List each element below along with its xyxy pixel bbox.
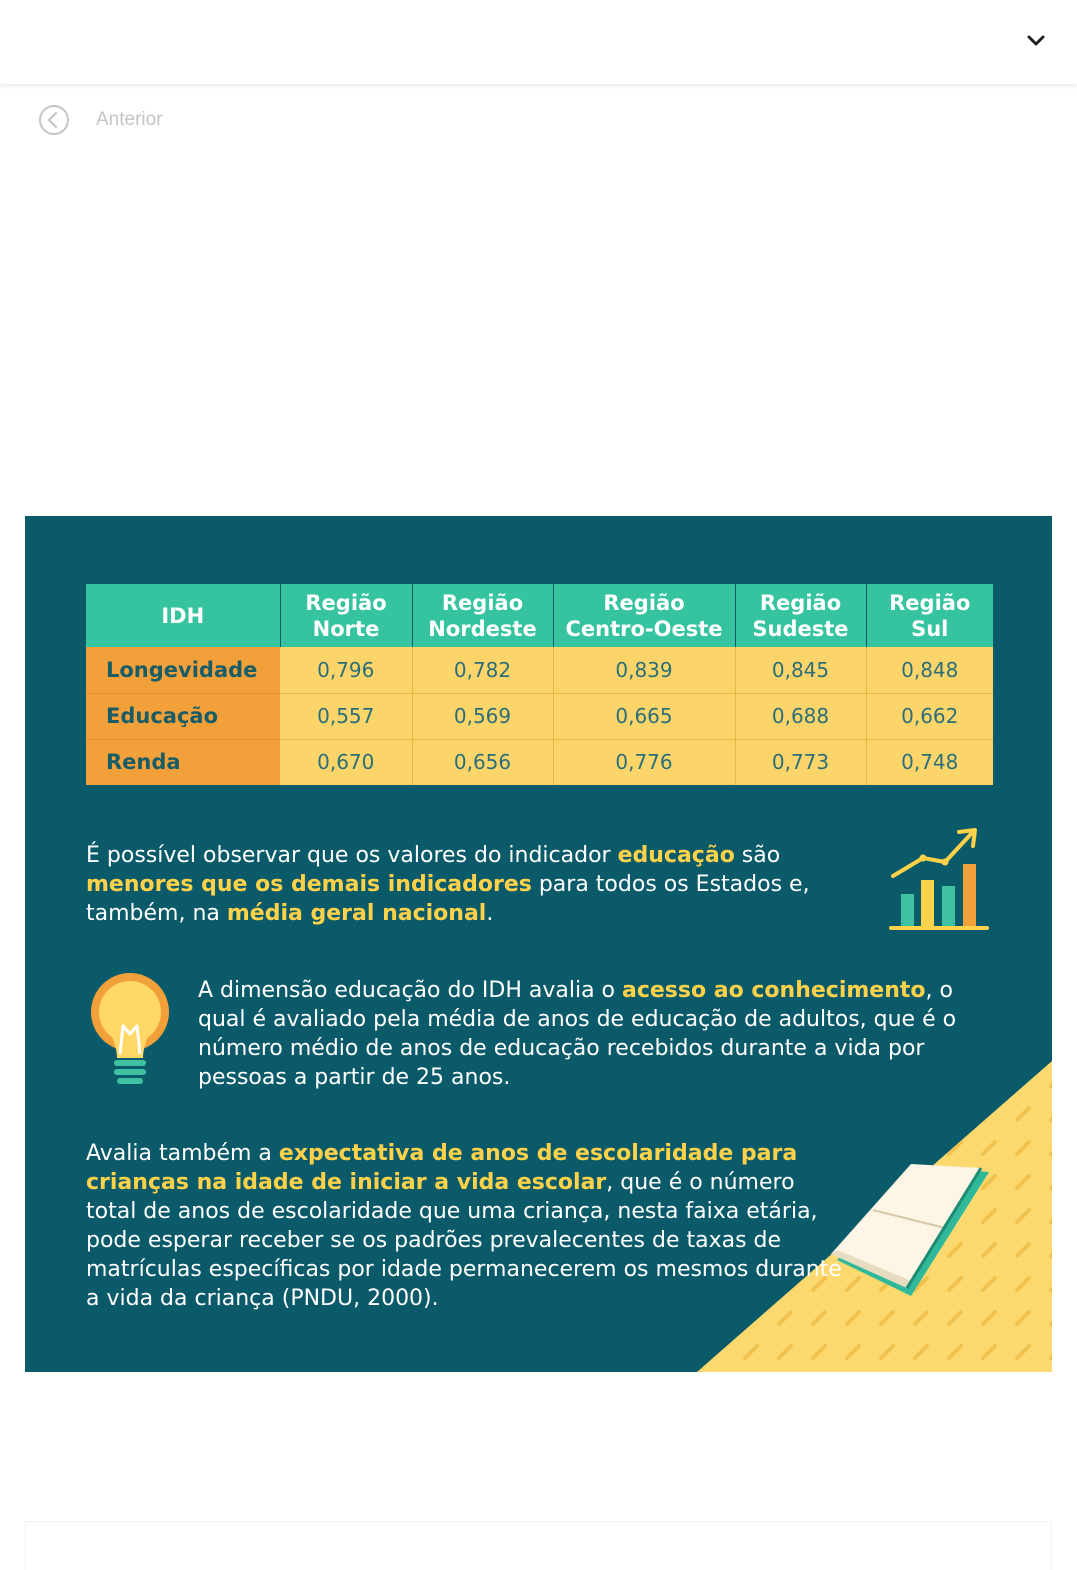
lightbulb-icon: [87, 970, 173, 1092]
bar-chart-growth-icon: [887, 824, 991, 934]
table-cell: 0,782: [412, 647, 553, 693]
header-nordeste: Região Nordeste: [412, 584, 553, 647]
table-cell: 0,845: [735, 647, 866, 693]
header-idh: IDH: [86, 584, 280, 647]
paragraph-education-lower: É possível observar que os valores do indicador educação são menores que os demais indicadores para todos os Estados e, também, na média geral nacional.: [86, 843, 810, 926]
table-row: [86, 647, 993, 693]
table-cell: 0,670: [280, 739, 412, 785]
previous-label[interactable]: Anterior: [96, 109, 163, 130]
row-label: Educação: [86, 693, 280, 739]
bottom-panel: [25, 1521, 1052, 1570]
header-sul: Região Sul: [866, 584, 993, 647]
table-cell: 0,665: [553, 693, 735, 739]
table-row: [86, 693, 993, 739]
chevron-down-icon[interactable]: [1025, 30, 1047, 52]
table-cell: 0,656: [412, 739, 553, 785]
table-cell: 0,569: [412, 693, 553, 739]
table-cell: 0,748: [866, 739, 993, 785]
top-bar: [0, 0, 1077, 84]
header-sudeste: Região Sudeste: [735, 584, 866, 647]
table-cell: 0,557: [280, 693, 412, 739]
paragraph-knowledge-access: A dimensão educação do IDH avalia o acesso ao conhecimento, o qual é avaliado pela média de anos de educação de adultos, que é o número médio de anos de educação recebidos durante a vida por pessoas a partir de 25 anos.: [198, 978, 957, 1090]
paragraph-school-expectancy: Avalia também a expectativa de anos de escolaridade para crianças na idade de iniciar a vida escolar, que é o número total de anos de escolaridade que uma criança, nesta faixa etária, pode esperar receber se os padrões prevalecentes de taxas de matrículas específicas por idade permanecerem os mesmos durante a vida da criança (PNDU, 2000).: [86, 1141, 842, 1311]
previous-link[interactable]: [38, 104, 163, 136]
open-book-icon: [825, 1164, 995, 1304]
table-cell: 0,776: [553, 739, 735, 785]
chevron-left-circle-icon[interactable]: [38, 104, 70, 136]
table-cell: 0,796: [280, 647, 412, 693]
table-cell: 0,773: [735, 739, 866, 785]
table-cell: 0,848: [866, 647, 993, 693]
row-label: Renda: [86, 739, 280, 785]
row-label: Longevidade: [86, 647, 280, 693]
table-cell: 0,662: [866, 693, 993, 739]
header-centro-oeste: Região Centro-Oeste: [553, 584, 735, 647]
header-norte: Região Norte: [280, 584, 412, 647]
table-row: [86, 739, 993, 785]
table-cell: 0,839: [553, 647, 735, 693]
idh-table: [86, 584, 993, 785]
table-cell: 0,688: [735, 693, 866, 739]
infographic-card: [25, 516, 1052, 1372]
